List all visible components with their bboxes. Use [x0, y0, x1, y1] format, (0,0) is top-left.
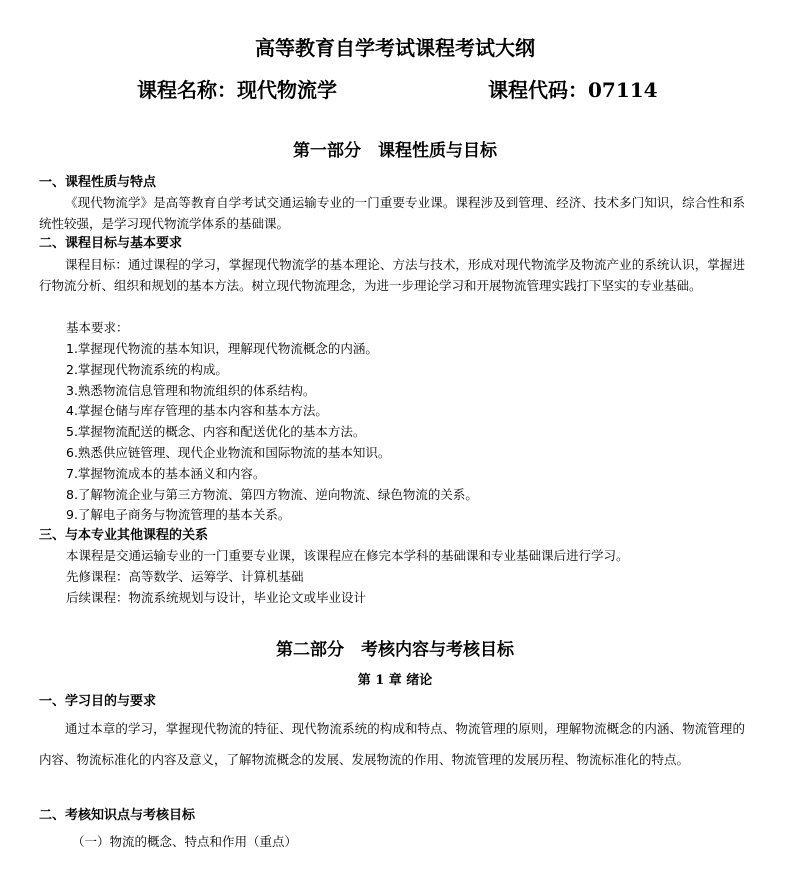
list-item: 8.了解物流企业与第三方物流、第四方物流、逆向物流、绿色物流的关系。 [66, 486, 478, 502]
knowledge-point-1: （一）物流的概念、特点和作用（重点） [72, 834, 298, 849]
followup-courses: 后续课程：物流系统规划与设计，毕业论文或毕业设计 [66, 590, 367, 605]
chapter1-section1-heading: 一、学习目的与要求 [39, 694, 157, 709]
list-item: 3.熟悉物流信息管理和物流组织的体系结构。 [66, 382, 316, 398]
chapter1-section2-heading: 二、考核知识点与考核目标 [39, 808, 196, 823]
requirements-label: 基本要求： [66, 320, 129, 335]
chapter1-title: 第 1 章 绪论 [357, 673, 433, 688]
course-relation-text: 本课程是交通运输专业的一门重要专业课，该课程应在修完本学科的基础课和专业基础课后进行学习。 [66, 548, 629, 563]
list-item: 9.了解电子商务与物流管理的基本关系。 [66, 507, 291, 523]
requirements-list [66, 339, 478, 526]
list-item: 5.掌握物流配送的概念、内容和配送优化的基本方法。 [66, 424, 366, 440]
course-name: 课程名称：现代物流学 [137, 78, 337, 102]
list-item: 6.熟悉供应链管理、现代企业物流和国际物流的基本知识。 [66, 444, 391, 460]
chapter1-objectives-paragraph: 通过本章的学习，掌握现代物流的特征、现代物流系统的构成和特点、物流管理的原则，理解物流概念的内涵、物流管理的内容、物流标准化的内容及意义，了解物流概念的发展、发展物流的作用、物流管理的发展历程、物流标准化的特点。 [39, 721, 745, 767]
course-goal-paragraph: 课程目标：通过课程的学习，掌握现代物流学的基本理论、方法与技术，形成对现代物流学及物流产业的系统认识，掌握进行物流分析、组织和规划的基本方法。树立现代物流理念，为进一步理论学习和开展物流管理实践打下坚实的专业基础。 [39, 257, 745, 293]
course-nature-paragraph: 《现代物流学》是高等教育自学考试交通运输专业的一门重要专业课。课程涉及到管理、经济、技术多门知识，综合性和系统性较强，是学习现代物流学体系的基础课。 [39, 195, 745, 231]
list-item: 7.掌握物流成本的基本涵义和内容。 [66, 465, 266, 481]
document-title: 高等教育自学考试课程考试大纲 [255, 36, 535, 60]
list-item: 1.掌握现代物流的基本知识，理解现代物流概念的内涵。 [66, 341, 378, 356]
part1-section3-heading: 三、与本专业其他课程的关系 [39, 528, 209, 543]
prerequisite-courses: 先修课程：高等数学、运筹学、计算机基础 [66, 569, 304, 584]
list-item: 2.掌握现代物流系统的构成。 [66, 361, 228, 377]
list-item: 4.掌握仓储与库存管理的基本内容和基本方法。 [66, 403, 328, 419]
part1-section2-heading: 二、课程目标与基本要求 [39, 236, 183, 251]
part1-section1-heading: 一、课程性质与特点 [39, 175, 157, 190]
part2-title: 第二部分 考核内容与考核目标 [276, 640, 514, 660]
part1-title: 第一部分 课程性质与目标 [293, 141, 497, 161]
course-code: 课程代码：07114 [488, 78, 658, 102]
